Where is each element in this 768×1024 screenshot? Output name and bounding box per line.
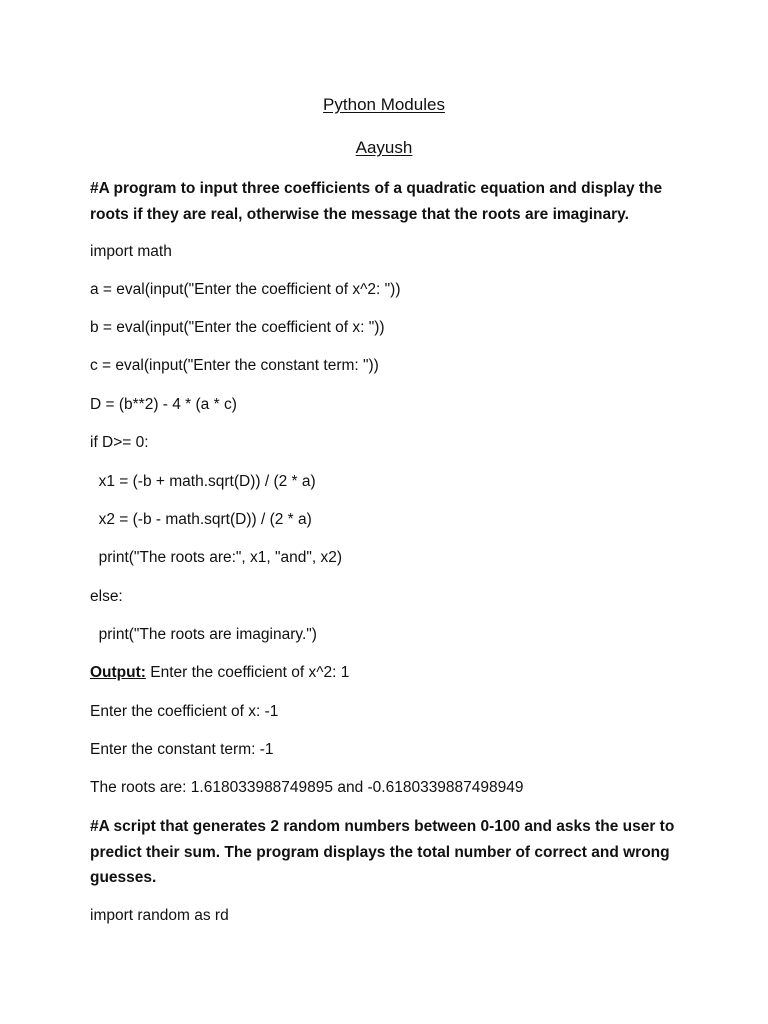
code-line: import math (90, 243, 172, 260)
output-line: The roots are: 1.618033988749895 and -0.6180339887498949 (90, 779, 524, 796)
code-line: x1 = (-b + math.sqrt(D)) / (2 * a) (90, 473, 316, 490)
output-line (90, 660, 690, 685)
code-line: D = (b**2) - 4 * (a * c) (90, 396, 237, 413)
output-label: Output: (90, 664, 146, 681)
code-line: if D>= 0: (90, 434, 149, 451)
code-line: a = eval(input("Enter the coefficient of x^2: ")) (90, 281, 401, 298)
code-line: b = eval(input("Enter the coefficient of x: ")) (90, 319, 385, 336)
code-line: c = eval(input("Enter the constant term: ")) (90, 357, 379, 374)
output-line: Enter the constant term: -1 (90, 741, 274, 758)
code-line: import random as rd (90, 907, 229, 924)
code-line: print("The roots are imaginary.") (90, 626, 317, 643)
section2-heading: #A script that generates 2 random numbers between 0-100 and asks the user to predict their sum. The program displays the total number of correct and wrong guesses. (90, 818, 675, 886)
code-line: x2 = (-b - math.sqrt(D)) / (2 * a) (90, 511, 312, 528)
code-line: print("The roots are:", x1, "and", x2) (90, 549, 343, 566)
section1-heading: #A program to input three coefficients of a quadratic equation and display the roots if they are real, otherwise the message that the roots are imaginary. (90, 180, 663, 223)
output-line: Enter the coefficient of x: -1 (90, 703, 279, 720)
document-author: Aayush (355, 138, 413, 157)
document-title: Python Modules (323, 95, 445, 114)
output-text: Enter the coefficient of x^2: 1 (145, 664, 350, 681)
code-line: else: (90, 588, 123, 605)
